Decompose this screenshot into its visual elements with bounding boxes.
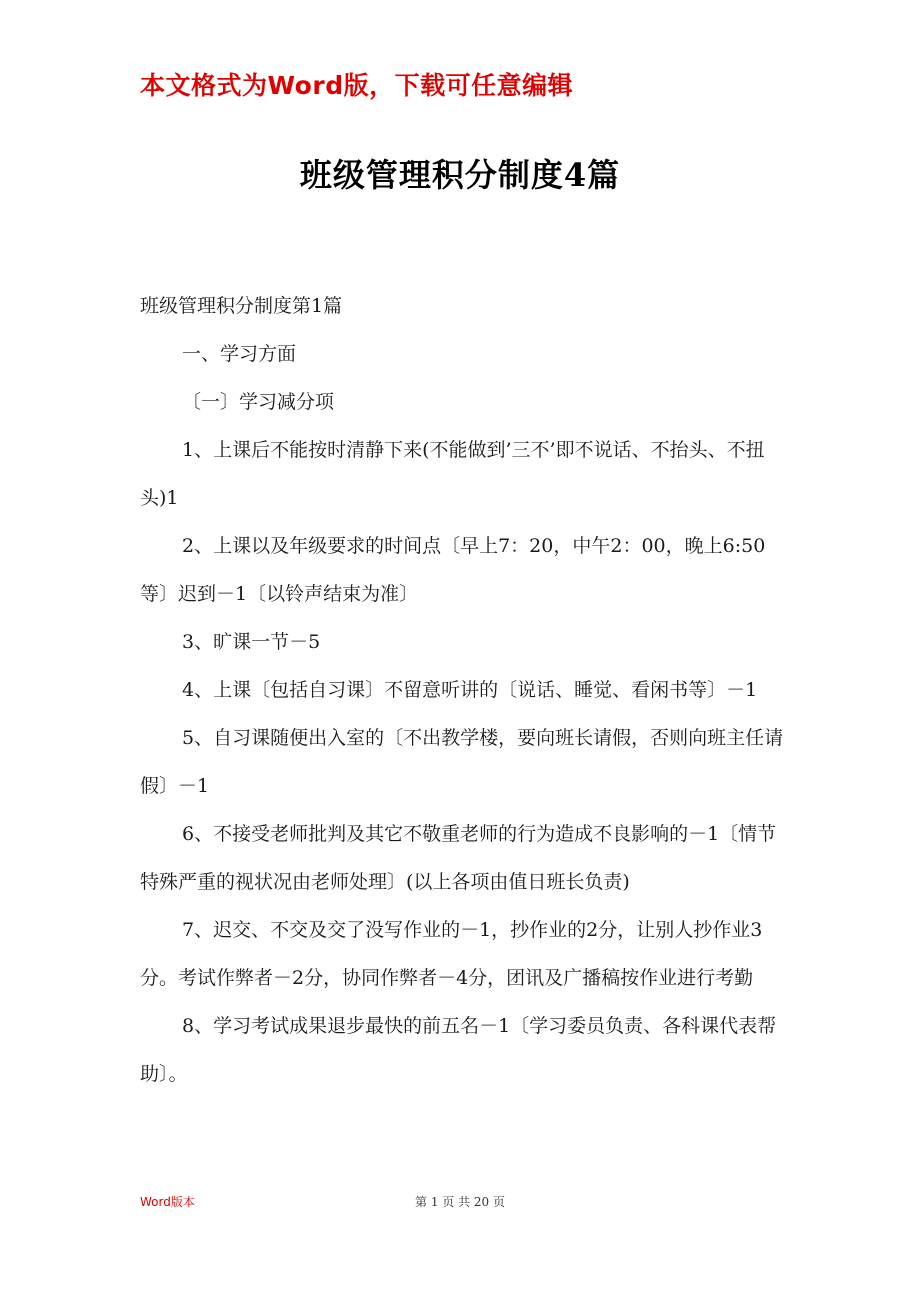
footer-page-number: 第 1 页 共 20 页 bbox=[415, 1195, 505, 1209]
paragraph: 4、上课〔包括自习课〕不留意听讲的〔说话、睡觉、看闲书等〕－1 bbox=[182, 679, 758, 701]
document-body bbox=[140, 282, 790, 1098]
paragraph: 班级管理积分制度第1篇 bbox=[140, 295, 343, 317]
paragraph: 8、学习考试成果退步最快的前五名－1〔学习委员负责、各科课代表帮助〕。 bbox=[140, 1015, 777, 1085]
paragraph: 3、旷课一节－5 bbox=[182, 631, 321, 653]
paragraph: 1、上课后不能按时清静下来(不能做到’三不’即不说话、不抬头、不扭头)1 bbox=[140, 439, 765, 509]
paragraph: 一、学习方面 bbox=[182, 343, 297, 365]
paragraph: 2、上课以及年级要求的时间点〔早上7：20，中午2：00，晚上6:50等〕迟到－1〔以铃声结束为准〕 bbox=[140, 535, 766, 605]
paragraph: 7、迟交、不交及交了没写作业的－1，抄作业的2分，让别人抄作业3分。考试作弊者－2分，协同作弊者－4分，团讯及广播稿按作业进行考勤 bbox=[140, 919, 763, 989]
paragraph: 〔一〕学习减分项 bbox=[182, 391, 335, 413]
paragraph: 6、不接受老师批判及其它不敬重老师的行为造成不良影响的－1〔情节特殊严重的视状况由老师处理〕(以上各项由值日班长负责) bbox=[140, 823, 777, 893]
footer-word-version-label: Word版本 bbox=[140, 1195, 195, 1209]
paragraph: 5、自习课随便出入室的〔不出教学楼，要向班长请假，否则向班主任请假〕－1 bbox=[140, 727, 784, 797]
download-banner: 本文格式为Word版，下载可任意编辑 bbox=[140, 71, 574, 100]
document-title: 班级管理积分制度4篇 bbox=[299, 156, 621, 194]
